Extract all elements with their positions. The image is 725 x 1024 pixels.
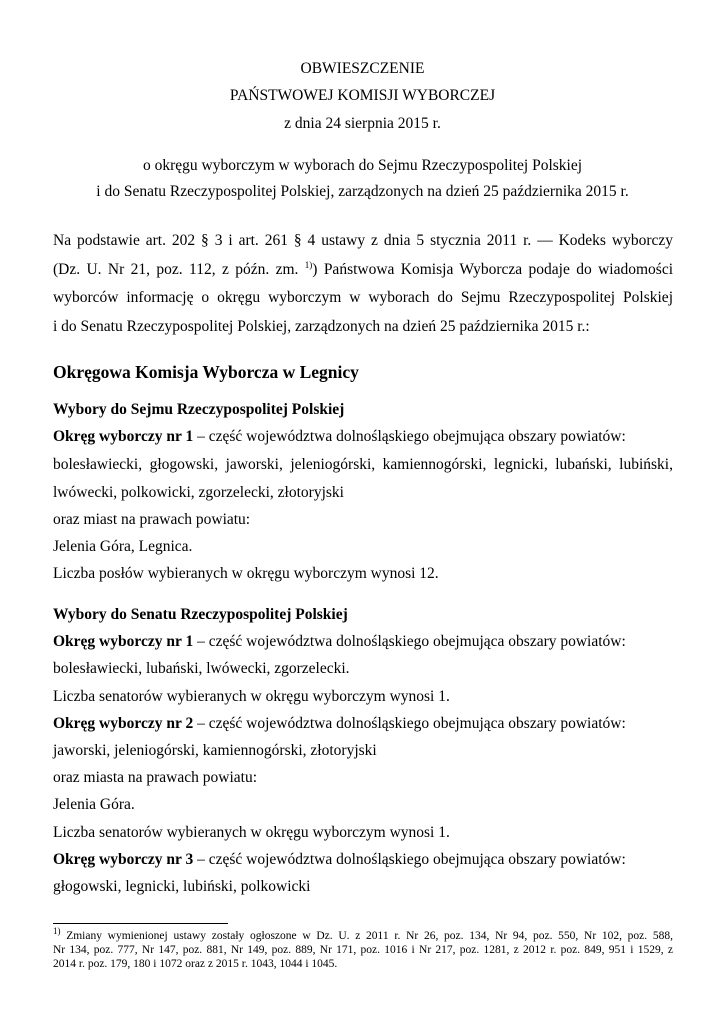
- footnote-line-2: Nr 134, poz. 777, Nr 147, poz. 881, Nr 149, poz. 889, Nr 171, poz. 1016 i Nr 217, poz. 1281, z 2012 r. poz. 849, 951 i 1529, z: [53, 944, 673, 956]
- sejm-cities: Jelenia Góra, Legnica.: [53, 538, 193, 555]
- senat-district-3-label: Okręg wyborczy nr 3: [53, 851, 194, 868]
- footnote-reference[interactable]: 1): [304, 259, 313, 270]
- issuer-name: PAŃSTWOWEJ KOMISJI WYBORCZEJ: [229, 87, 496, 104]
- notice-date: z dnia 24 sierpnia 2015 r.: [284, 115, 441, 132]
- footnote-line-3: 2014 r. poz. 179, 180 i 1072 oraz z 2015 r. 1043, 1044 i 1045.: [53, 958, 338, 970]
- senat-district-3-counties: głogowski, legnicki, lubiński, polkowicki: [53, 878, 311, 895]
- footnote-line-1-text: Zmiany wymienionej ustawy zostały ogłoszone w Dz. U. z 2011 r. Nr 26, poz. 134, Nr 94, poz. 550, Nr 102, poz. 588,: [60, 930, 673, 942]
- senat-district-1: [53, 633, 626, 651]
- senat-district-3: [53, 851, 626, 869]
- senat-district-3-desc: – część województwa dolnośląskiego obejmująca obszary powiatów:: [193, 851, 626, 868]
- sejm-counties-line-2: lwówecki, polkowicki, zgorzelecki, złotoryjski: [53, 484, 344, 501]
- senat-district-1-desc: – część województwa dolnośląskiego obejmująca obszary powiatów:: [193, 633, 626, 650]
- intro-line-4: i do Senatu Rzeczypospolitej Polskiej, zarządzonych na dzień 25 października 2015 r.:: [53, 318, 590, 335]
- subject-line-2: i do Senatu Rzeczypospolitej Polskiej, zarządzonych na dzień 25 października 2015 r.: [96, 183, 629, 200]
- senat-district-1-seats: Liczba senatorów wybieranych w okręgu wyborczym wynosi 1.: [53, 688, 450, 705]
- sejm-seats: Liczba posłów wybieranych w okręgu wyborczym wynosi 12.: [53, 565, 439, 582]
- footnote-marker: 1): [53, 926, 61, 937]
- senat-district-2-seats: Liczba senatorów wybieranych w okręgu wyborczym wynosi 1.: [53, 824, 450, 841]
- senat-district-2-counties: jaworski, jeleniogórski, kamiennogórski, złotoryjski: [53, 742, 377, 759]
- intro-line-2-part-b: ) Państwowa Komisja Wyborcza podaje do wiadomości: [312, 261, 673, 278]
- footnote: [53, 926, 673, 971]
- senat-district-2-cities: Jelenia Góra.: [53, 796, 135, 813]
- senat-district-1-label: Okręg wyborczy nr 1: [53, 633, 194, 650]
- intro-line-1: Na podstawie art. 202 § 3 i art. 261 § 4 ustawy z dnia 5 stycznia 2011 r. — Kodeks wyborczy: [53, 232, 673, 249]
- sejm-section-title: Wybory do Sejmu Rzeczypospolitej Polskiej: [53, 401, 345, 418]
- sejm-cities-intro: oraz miast na prawach powiatu:: [53, 511, 251, 528]
- senat-district-1-counties: bolesławiecki, lubański, lwówecki, zgorzelecki.: [53, 660, 350, 677]
- footnote-line-1: [53, 926, 673, 943]
- commission-heading: Okręgowa Komisja Wyborcza w Legnicy: [53, 362, 359, 382]
- subject-line-1: o okręgu wyborczym w wyborach do Sejmu Rzeczypospolitej Polskiej: [142, 157, 583, 174]
- sejm-district-1-label: Okręg wyborczy nr 1: [53, 428, 194, 445]
- senat-district-2-label: Okręg wyborczy nr 2: [53, 715, 194, 732]
- senat-district-2-cities-intro: oraz miasta na prawach powiatu:: [53, 769, 257, 786]
- senat-district-2-desc: – część województwa dolnośląskiego obejmująca obszary powiatów:: [193, 715, 626, 732]
- notice-title: OBWIESZCZENIE: [300, 60, 425, 77]
- footnote-separator: [53, 923, 228, 924]
- senat-district-2: [53, 715, 626, 733]
- senat-section-title: Wybory do Senatu Rzeczypospolitej Polskiej: [53, 606, 348, 623]
- sejm-district-1-desc: – część województwa dolnośląskiego obejmująca obszary powiatów:: [193, 428, 626, 445]
- intro-line-2: [53, 261, 673, 279]
- sejm-district-1: [53, 428, 626, 446]
- intro-line-3: wyborców informację o okręgu wyborczym w wyborach do Sejmu Rzeczypospolitej Polskiej: [53, 289, 673, 306]
- intro-line-2-part-a: (Dz. U. Nr 21, poz. 112, z późn. zm.: [53, 261, 299, 278]
- sejm-counties-line-1: bolesławiecki, głogowski, jaworski, jeleniogórski, kamiennogórski, legnicki, lubański, lubiński,: [53, 456, 673, 473]
